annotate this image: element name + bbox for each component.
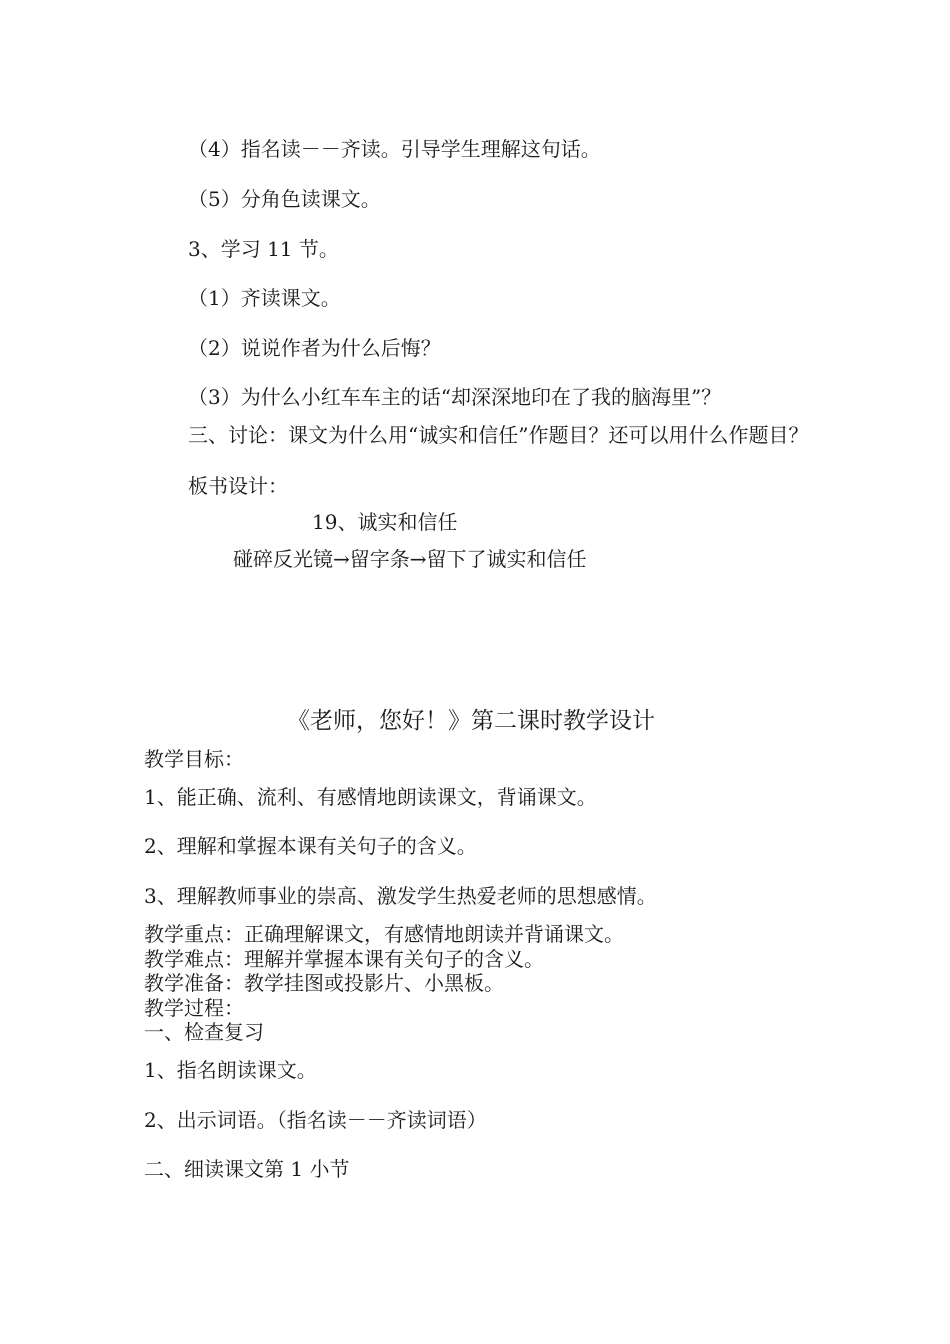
key-point: 教学重点：正确理解课文，有感情地朗读并背诵课文。 xyxy=(144,922,624,946)
sub-item-1: （1）齐读课文。 xyxy=(188,286,341,310)
item-5: （5）分角色读课文。 xyxy=(188,187,381,211)
lesson-title: 《老师，您好！》第二课时教学设计 xyxy=(287,708,655,734)
board-design-label: 板书设计： xyxy=(188,474,288,498)
discussion-paragraph: 三、讨论：课文为什么用“诚实和信任”作题目？还可以用什么作题目？ xyxy=(188,423,809,447)
part-1-heading: 一、检查复习 xyxy=(144,1020,264,1044)
difficulty: 教学难点：理解并掌握本课有关句子的含义。 xyxy=(144,947,544,971)
goal-3: 3、理解教师事业的崇高、激发学生热爱老师的思想感情。 xyxy=(144,884,657,908)
part-2-heading: 二、细读课文第 1 小节 xyxy=(144,1157,350,1181)
board-title: 19、诚实和信任 xyxy=(312,510,458,534)
part-1-item-2: 2、出示词语。（指名读－－齐读词语） xyxy=(144,1108,487,1132)
step-3: 3、学习 11 节。 xyxy=(188,237,339,261)
preparation: 教学准备：教学挂图或投影片、小黑板。 xyxy=(144,971,504,995)
item-4: （4）指名读－－齐读。引导学生理解这句话。 xyxy=(188,137,601,161)
sub-item-2: （2）说说作者为什么后悔？ xyxy=(188,336,441,360)
goals-label: 教学目标： xyxy=(144,747,244,771)
goal-1: 1、能正确、流利、有感情地朗读课文，背诵课文。 xyxy=(144,785,597,809)
sub-item-3: （3）为什么小红车车主的话“却深深地印在了我的脑海里”？ xyxy=(188,385,722,409)
board-flow: 碰碎反光镜→留字条→留下了诚实和信任 xyxy=(233,547,587,571)
part-1-item-1: 1、指名朗读课文。 xyxy=(144,1058,317,1082)
process-label: 教学过程： xyxy=(144,996,244,1020)
goal-2: 2、理解和掌握本课有关句子的含义。 xyxy=(144,834,477,858)
